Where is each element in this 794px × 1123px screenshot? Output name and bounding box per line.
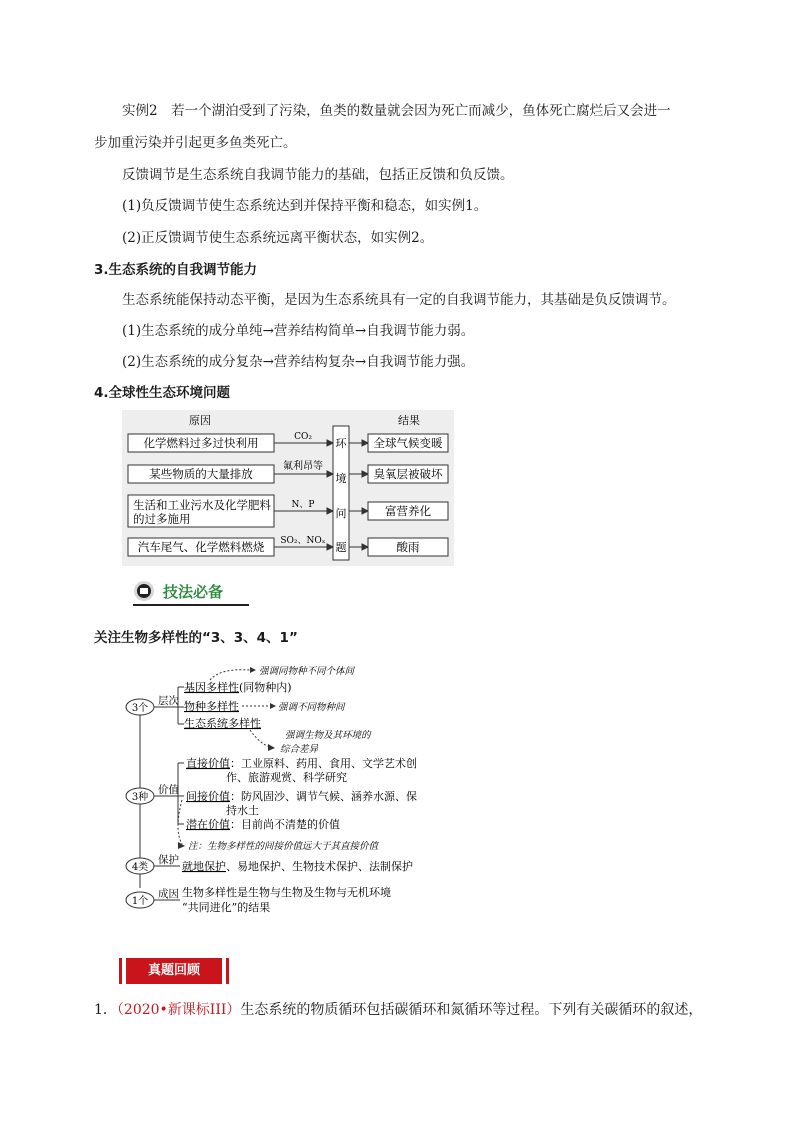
feedback-paragraph: 反馈调节是生态系统自我调节能力的基础，包括正反馈和负反馈。 [122, 167, 514, 183]
level-gene-note: (同物种内) [239, 681, 292, 694]
complex-system-item: (2)生态系统的成分复杂→营养结构复杂→自我调节能力强。 [122, 354, 475, 370]
value-potential: 潜在价值 [186, 818, 230, 831]
result-header: 结果 [398, 414, 420, 427]
agent-4: SO₂、NOₓ [280, 536, 326, 546]
question-1 [94, 1000, 702, 1020]
example2-line1: 实例2 若一个湖泊受到了污染，鱼类的数量就会因为死亡而减少，鱼体死亡腐烂后又会进一 [122, 103, 671, 119]
example2-line2: 步加重污染并引起更多鱼类死亡。 [94, 135, 297, 151]
cause-header: 原因 [189, 414, 211, 427]
center-char-3: 问 [335, 507, 347, 520]
value-direct-text2: 作、旅游观赏、科学研究 [226, 771, 347, 784]
value-indirect: 间接价值 [186, 790, 230, 803]
biodiv-title: 关注生物多样性的“3、3、4、1” [94, 630, 298, 646]
note-eco-line2: 综合差异 [280, 744, 319, 755]
level-species: 物种多样性 [184, 700, 239, 713]
value-indirect-text1: ：防风固沙、调节气候、涵养水源、保 [230, 790, 417, 803]
value-direct-text1: ：工业原料、药用、食用、文学艺术创 [230, 757, 417, 770]
question-text: 生态系统的物质循环包括碳循环和氮循环等过程。下列有关碳循环的叙述， [240, 1002, 703, 1018]
section-badge-zhenti: 真题回顾 [126, 958, 222, 984]
protect-rest: 、易地保护、生物技术保护、法制保护 [226, 860, 413, 873]
node-3zhong: 3种 [131, 792, 149, 803]
env-issues-diagram [122, 410, 454, 566]
question-source: （2020•新课标III） [116, 1002, 241, 1018]
level-eco: 生态系统多样性 [184, 717, 261, 730]
node-3ge-label: 层次 [158, 695, 179, 707]
self-regulation-paragraph: 生态系统能保持动态平衡，是因为生态系统具有一定的自我调节能力，其基础是负反馈调节。 [122, 292, 676, 308]
value-potential-text: ：目前尚不清楚的价值 [230, 818, 340, 831]
node-3ge: 3个 [131, 703, 149, 714]
simple-system-item: (1)生态系统的成分单纯→营养结构简单→自我调节能力弱。 [122, 323, 475, 339]
agent-3: N、P [291, 500, 315, 510]
section-badge-jifa [133, 578, 249, 606]
node-4lei: 4类 [131, 862, 149, 873]
agent-1: CO₂ [294, 432, 312, 442]
cause-3-line2: 的过多施用 [133, 512, 191, 526]
node-1ge-label: 成因 [158, 888, 179, 900]
value-indirect-text2: 持水土 [226, 804, 259, 817]
agent-2: 氟利昂等 [283, 461, 323, 472]
note-species: 强调不同物种间 [278, 702, 345, 713]
note-value: 注：生物多样性的间接价值远大于其直接价值 [188, 841, 379, 852]
cause-1: 化学燃料过多过快利用 [143, 436, 259, 450]
result-1: 全球气候变暖 [373, 436, 443, 450]
negative-feedback-item: (1)负反馈调节使生态系统达到并保持平衡和稳态，如实例1。 [122, 198, 488, 214]
protect-jiudi: 就地保护 [182, 860, 226, 873]
value-direct: 直接价值 [186, 757, 230, 770]
node-4lei-label: 保护 [158, 854, 179, 866]
level-gene: 基因多样性 [184, 681, 239, 694]
cause-3-line1: 生活和工业污水及化学肥料 [133, 498, 271, 512]
result-2: 臭氧层被破坏 [373, 467, 443, 481]
positive-feedback-item: (2)正反馈调节使生态系统远离平衡状态，如实例2。 [122, 230, 434, 246]
center-char-1: 环 [335, 437, 347, 450]
note-eco-line1: 强调生物及其环境的 [285, 730, 371, 741]
biodiversity-diagram [120, 660, 420, 920]
center-char-2: 境 [335, 472, 347, 485]
center-char-4: 题 [335, 541, 347, 554]
note-gene: 强调同物种不同个体间 [259, 666, 355, 677]
cause-2: 某些物质的大量排放 [149, 467, 253, 481]
cause-line1: 生物多样性是生物与生物及生物与无机环境 [182, 886, 391, 899]
heading-self-regulation: 3.生态系统的自我调节能力 [94, 262, 258, 278]
result-4: 酸雨 [396, 540, 420, 554]
cause-line2: “共同进化”的结果 [182, 901, 271, 914]
heading-global-issues: 4.全球性生态环境问题 [94, 385, 231, 401]
badge-jifa-label: 技法必备 [163, 583, 224, 601]
cause-4: 汽车尾气、化学燃料燃烧 [137, 540, 265, 554]
result-3: 富营养化 [385, 504, 431, 518]
node-3zhong-label: 价值 [158, 784, 179, 796]
question-number: 1． [94, 1002, 117, 1018]
node-1ge: 1个 [131, 896, 149, 907]
